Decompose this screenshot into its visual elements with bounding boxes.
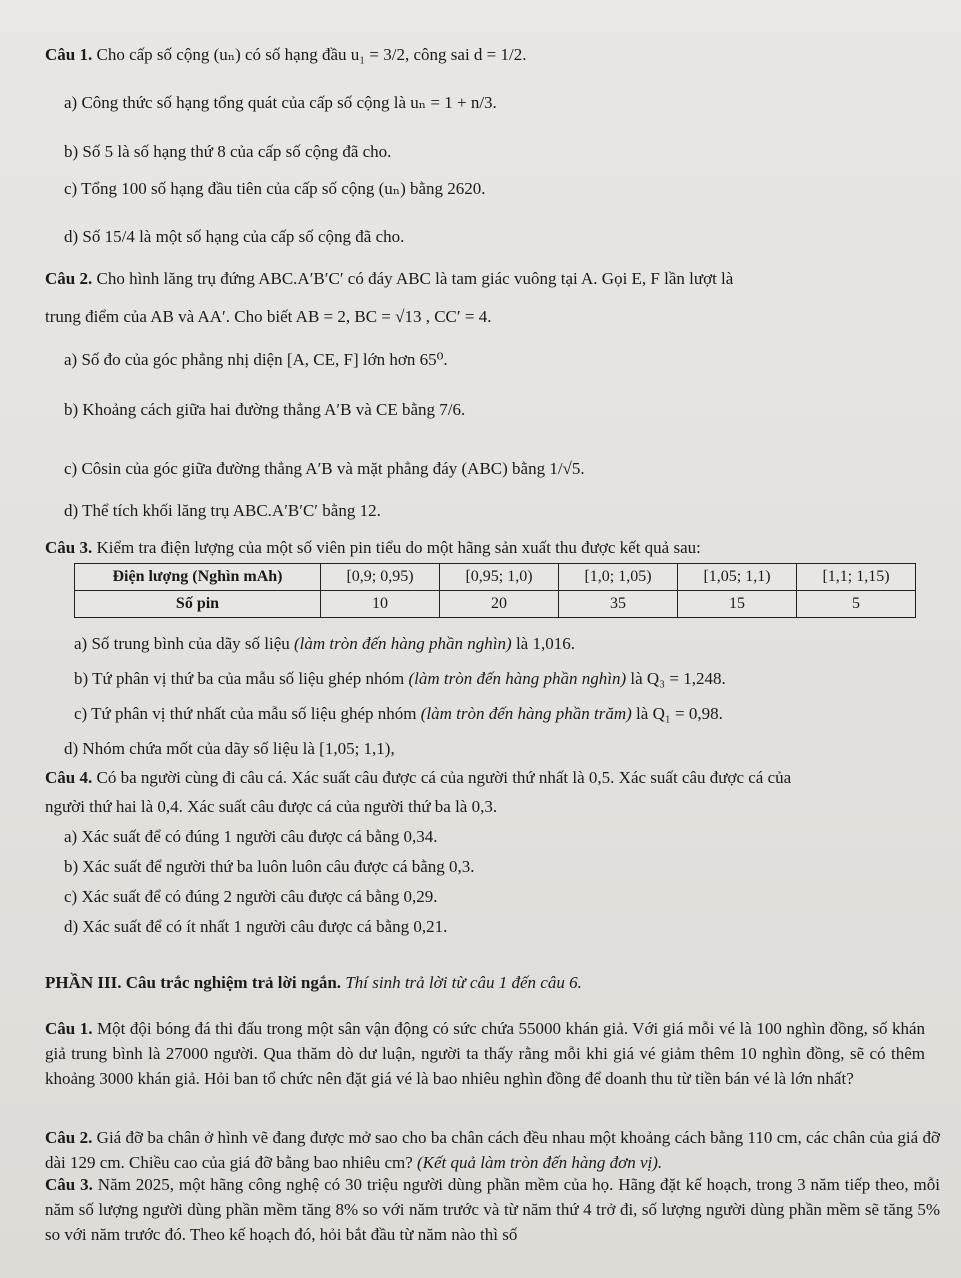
q2-option-a: a) Số đo của góc phẳng nhị diện [A, CE, F] lớn hơn 65⁰. xyxy=(64,350,448,369)
part3-q2-title: Câu 2. xyxy=(45,1128,93,1147)
q3-option-a-note: (làm tròn đến hàng phần nghìn) xyxy=(294,634,512,653)
q3-option-c-note: (làm tròn đến hàng phần trăm) xyxy=(420,704,632,723)
q2-option-b: b) Khoảng cách giữa hai đường thẳng A′B và CE bằng 7/6. xyxy=(64,400,466,419)
q3-option-b-main: b) Tứ phân vị thứ ba của mẫu số liệu ghép nhóm xyxy=(74,669,405,688)
table-cell-count: 5 xyxy=(797,591,916,618)
part3-instruction: Thí sinh trả lời từ câu 1 đến câu 6. xyxy=(345,973,582,992)
table-cell-class: [1,1; 1,15) xyxy=(797,564,916,591)
q4-option-d: d) Xác suất để có ít nhất 1 người câu được cá bằng 0,21. xyxy=(64,917,448,936)
q3-option-d: d) Nhóm chứa mốt của dãy số liệu là [1,05; 1,1), xyxy=(64,739,395,758)
q3-option-a-main: a) Số trung bình của dãy số liệu xyxy=(74,634,290,653)
q4-stem-1: Có ba người cùng đi câu cá. Xác suất câu được cá của người thứ nhất là 0,5. Xác suất câu được cá của xyxy=(96,768,792,787)
q4-option-c: c) Xác suất để có đúng 2 người câu được cá bằng 0,29. xyxy=(64,887,438,906)
table-cell-class: [1,0; 1,05) xyxy=(559,564,678,591)
q4-stem-line-1 xyxy=(45,767,791,789)
battery-charge-table xyxy=(74,563,916,618)
table-header-count: Số pin xyxy=(75,591,321,618)
q3-title: Câu 3. xyxy=(45,538,93,557)
part3-q2 xyxy=(45,1125,940,1175)
table-row xyxy=(75,564,916,591)
part3-q1-title: Câu 1. xyxy=(45,1019,93,1038)
table-header-charge: Điện lượng (Nghìn mAh) xyxy=(75,564,321,591)
q3-option-a-end: là 1,016. xyxy=(515,634,575,653)
q3-option-c-main: c) Tứ phân vị thứ nhất của mẫu số liệu ghép nhóm xyxy=(74,704,417,723)
part3-q1 xyxy=(45,1016,925,1091)
table-cell-count: 10 xyxy=(321,591,440,618)
part3-heading-line xyxy=(45,972,582,994)
table-row xyxy=(75,591,916,618)
table-cell-class: [0,9; 0,95) xyxy=(321,564,440,591)
part3-q3-text: Năm 2025, một hãng công nghệ có 30 triệu người dùng phần mềm của họ. Hãng đặt kế hoạch, trong 3 năm tiếp theo, mỗi năm số lượng người dùng phần mềm tăng 8% so với năm trước và từ năm thứ 4 trở đi, số lượng người dùng phần mềm sẽ tăng 5% so với năm trước đó. Theo kế hoạch đó, hỏi bắt đầu từ năm nào thì số xyxy=(45,1175,940,1244)
q2-option-c: c) Côsin của góc giữa đường thẳng A′B và mặt phẳng đáy (ABC) bằng 1/√5. xyxy=(64,459,585,478)
q1-stem-line xyxy=(45,44,526,66)
q3-option-b xyxy=(74,668,726,690)
q1-option-a: a) Công thức số hạng tổng quát của cấp số cộng là uₙ = 1 + n/3. xyxy=(64,93,497,112)
table-cell-class: [1,05; 1,1) xyxy=(678,564,797,591)
q3-option-b-note: (làm tròn đến hàng phần nghìn) xyxy=(408,669,627,688)
q4-option-b: b) Xác suất để người thứ ba luôn luôn câu được cá bằng 0,3. xyxy=(64,857,475,876)
q3-option-b-end: là Q₃ = 1,248. xyxy=(630,669,726,688)
q3-option-c-end: là Q₁ = 0,98. xyxy=(636,704,723,723)
table-cell-count: 20 xyxy=(440,591,559,618)
q2-option-d: d) Thể tích khối lăng trụ ABC.A′B′C′ bằng 12. xyxy=(64,501,381,520)
q3-option-c xyxy=(74,703,723,725)
q2-stem-2: trung điểm của AB và AA′. Cho biết AB = 2, BC = √13 , CC′ = 4. xyxy=(45,307,492,326)
q4-title: Câu 4. xyxy=(45,768,93,787)
q2-stem-1: Cho hình lăng trụ đứng ABC.A′B′C′ có đáy ABC là tam giác vuông tại A. Gọi E, F lần lượt là xyxy=(96,269,734,288)
part3-q1-text: Một đội bóng đá thi đấu trong một sân vận động có sức chứa 55000 khán giả. Với giá mỗi vé là 100 nghìn đồng, số khán giả trung bình là 27000 người. Qua thăm dò dư luận, người ta thấy rằng mỗi khi giá vé giảm thêm 10 nghìn đồng, sẽ có thêm khoảng 3000 khán giả. Hỏi ban tổ chức nên đặt giá vé là bao nhiêu nghìn đồng để doanh thu từ tiền bán vé là lớn nhất? xyxy=(45,1019,926,1088)
q3-option-a xyxy=(74,633,575,655)
part3-q2-text: Giá đỡ ba chân ở hình vẽ đang được mở sao cho ba chân cách đều nhau một khoảng cách bằng 110 cm, các chân của giá đỡ dài 129 cm. Chiều cao của giá đỡ bằng bao nhiêu cm? xyxy=(45,1128,940,1172)
q4-stem-2: người thứ hai là 0,4. Xác suất câu được cá của người thứ ba là 0,3. xyxy=(45,797,498,816)
q1-option-d: d) Số 15/4 là một số hạng của cấp số cộng đã cho. xyxy=(64,227,405,246)
part3-heading: PHẦN III. Câu trắc nghiệm trả lời ngắn. xyxy=(45,973,342,992)
part3-q3-title: Câu 3. xyxy=(45,1175,93,1194)
q3-stem-line xyxy=(45,537,701,559)
table-cell-count: 35 xyxy=(559,591,678,618)
q1-stem: Cho cấp số cộng (uₙ) có số hạng đầu u₁ = 3/2, công sai d = 1/2. xyxy=(96,45,527,64)
q4-option-a: a) Xác suất để có đúng 1 người câu được cá bằng 0,34. xyxy=(64,827,438,846)
q2-stem-line-1 xyxy=(45,268,733,290)
q1-title: Câu 1. xyxy=(45,45,93,64)
table-cell-class: [0,95; 1,0) xyxy=(440,564,559,591)
q2-title: Câu 2. xyxy=(45,269,93,288)
q3-stem: Kiểm tra điện lượng của một số viên pin tiểu do một hãng sản xuất thu được kết quả sau: xyxy=(96,538,701,557)
part3-q3 xyxy=(45,1172,940,1247)
q1-option-c: c) Tổng 100 số hạng đầu tiên của cấp số cộng (uₙ) bằng 2620. xyxy=(64,179,486,198)
part3-q2-note: (Kết quả làm tròn đến hàng đơn vị). xyxy=(417,1153,663,1172)
table-cell-count: 15 xyxy=(678,591,797,618)
q1-option-b: b) Số 5 là số hạng thứ 8 của cấp số cộng đã cho. xyxy=(64,142,392,161)
